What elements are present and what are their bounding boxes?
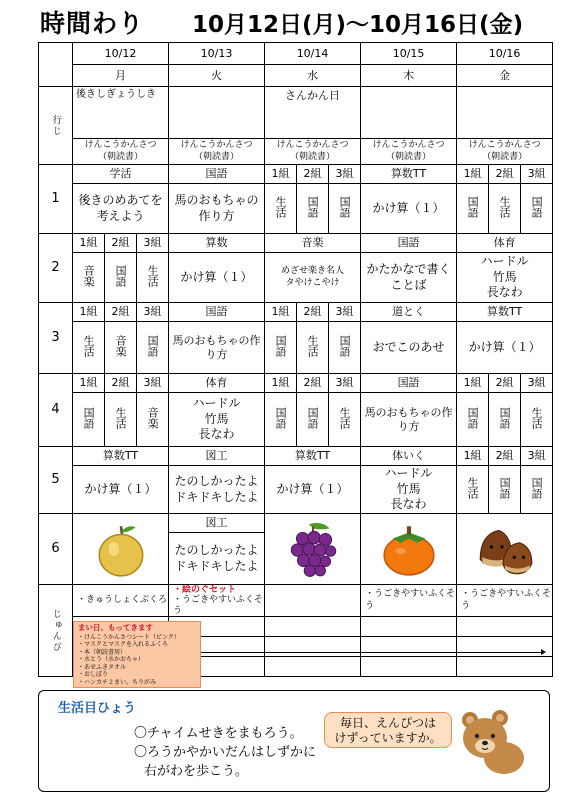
p6-tue-content: たのしかったよドキドキしたよ — [169, 533, 265, 585]
p3-tue-subject: 国語 — [169, 303, 265, 322]
p5-mon-subject: 算数TT — [73, 447, 169, 466]
p4-fri-c2: 国語 — [489, 393, 521, 447]
p3-wed-class1: 1組 — [265, 303, 297, 322]
prep-blank — [361, 637, 457, 657]
p5-fri-class1: 1組 — [457, 447, 489, 466]
goal-line-3: 右がわを歩こう。 — [144, 764, 249, 779]
goals-title: 生活目ひょう — [58, 701, 137, 716]
p4-fri-class3: 3組 — [521, 374, 553, 393]
p2-fri-subject: 体育 — [457, 234, 553, 253]
prep-label: じゅんび — [39, 585, 73, 677]
p6-mon-pear — [73, 514, 169, 585]
p5-tue-content: たのしかったよドキドキしたよ — [169, 466, 265, 514]
event-tue — [169, 87, 265, 139]
p1-wed-c2: 国語 — [297, 184, 329, 234]
p2-thu-content: かたかなで書くことば — [361, 253, 457, 303]
p3-mon-c1: 生活 — [73, 322, 105, 374]
goal-line-2: 〇ろうかやかいだんはしずかに — [134, 745, 317, 760]
p6-wed-grapes — [265, 514, 361, 585]
p2-tue-subject: 算数 — [169, 234, 265, 253]
p2-mon-class3: 3組 — [137, 234, 169, 253]
p1-fri-c3: 国語 — [521, 184, 553, 234]
p3-mon-class3: 3組 — [137, 303, 169, 322]
p6-thu-persimmon — [361, 514, 457, 585]
corner-cell — [39, 43, 73, 87]
p4-tue-content: ハードル 竹馬 長なわ — [169, 393, 265, 447]
prep-tue: ・絵のぐセット ・うごきやすいふくそう — [169, 585, 265, 617]
prep-blank — [361, 657, 457, 677]
speech-bubble — [324, 712, 452, 748]
prep-blank — [265, 617, 361, 637]
p2-mon-c2: 国語 — [105, 253, 137, 303]
health-tue: けんこうかんさつ （朝読書） — [169, 139, 265, 165]
p2-mon-class2: 2組 — [105, 234, 137, 253]
daily-item: ・本（朝読書用） — [78, 648, 127, 656]
p4-mon-class1: 1組 — [73, 374, 105, 393]
p3-mon-c3: 国語 — [137, 322, 169, 374]
prep-thu: ・うごきやすいふくそう — [361, 585, 457, 617]
p1-wed-c3: 国語 — [329, 184, 361, 234]
grapes-icon — [282, 518, 344, 580]
goal-line-1: 〇チャイムせきをまもろう。 — [134, 726, 303, 741]
prep-blank — [265, 657, 361, 677]
p3-wed-class3: 3組 — [329, 303, 361, 322]
event-mon: 後きしぎょうしき — [73, 87, 169, 139]
prep-blank — [457, 617, 553, 637]
p4-mon-class3: 3組 — [137, 374, 169, 393]
timetable — [38, 42, 553, 677]
p4-mon-c2: 生活 — [105, 393, 137, 447]
p2-tue-content: かけ算（１） — [169, 253, 265, 303]
p3-wed-class2: 2組 — [297, 303, 329, 322]
p5-fri-c1: 生活 — [457, 466, 489, 514]
daily-items-title: まい日、もってきます — [78, 623, 153, 632]
p5-tue-subject: 図工 — [169, 447, 265, 466]
p2-wed-content: めざせ楽き名人 タやけこやけ — [265, 253, 361, 303]
event-thu — [361, 87, 457, 139]
persimmon-icon — [378, 518, 440, 580]
p2-fri-content: ハードル 竹馬 長なわ — [457, 253, 553, 303]
weekday-fri: 金 — [457, 65, 553, 87]
p3-wed-c3: 国語 — [329, 322, 361, 374]
p6-fri-chestnut — [457, 514, 553, 585]
date-thu: 10/15 — [361, 43, 457, 65]
period-3: 3 — [39, 303, 73, 374]
date-mon: 10/12 — [73, 43, 169, 65]
p3-thu-subject: 道とく — [361, 303, 457, 322]
p5-fri-class2: 2組 — [489, 447, 521, 466]
events-label: 行じ — [39, 87, 73, 165]
p1-thu-subject: 算数TT — [361, 165, 457, 184]
p4-wed-c1: 国語 — [265, 393, 297, 447]
bear-icon — [456, 706, 528, 776]
health-fri: けんこうかんさつ （朝読書） — [457, 139, 553, 165]
p4-thu-subject: 国語 — [361, 374, 457, 393]
p4-mon-c3: 音楽 — [137, 393, 169, 447]
period-6: 6 — [39, 514, 73, 585]
health-wed: けんこうかんさつ （朝読書） — [265, 139, 361, 165]
p1-fri-class3: 3組 — [521, 165, 553, 184]
weekday-tue: 火 — [169, 65, 265, 87]
prep-blank — [265, 637, 361, 657]
daily-item: ・水とう（水かおちゃ） — [78, 656, 145, 663]
prep-blank — [457, 637, 553, 657]
bubble-line-1: 毎日、えんぴつは — [339, 716, 436, 730]
prep-wed — [265, 585, 361, 617]
p4-wed-c2: 国語 — [297, 393, 329, 447]
p5-wed-subject: 算数TT — [265, 447, 361, 466]
p3-fri-content: かけ算（１） — [457, 322, 553, 374]
p5-mon-content: かけ算（１） — [73, 466, 169, 514]
daily-item: ・おしぼり — [78, 671, 109, 678]
p4-mon-class2: 2組 — [105, 374, 137, 393]
period-2: 2 — [39, 234, 73, 303]
prep-mon: ・きゅうしょくぶくろ — [73, 585, 169, 617]
p3-mon-c2: 音楽 — [105, 322, 137, 374]
period-1: 1 — [39, 165, 73, 234]
p3-wed-c2: 生活 — [297, 322, 329, 374]
p3-mon-class1: 1組 — [73, 303, 105, 322]
p2-mon-c1: 音楽 — [73, 253, 105, 303]
daily-items-note — [73, 621, 201, 688]
date-tue: 10/13 — [169, 43, 265, 65]
period-4: 4 — [39, 374, 73, 447]
p1-fri-class1: 1組 — [457, 165, 489, 184]
p5-fri-class3: 3組 — [521, 447, 553, 466]
daily-item: ・ハンカチ２まい、ちりがみ — [78, 678, 157, 686]
p1-wed-class2: 2組 — [297, 165, 329, 184]
p5-thu-subject: 体いく — [361, 447, 457, 466]
p4-fri-c1: 国語 — [457, 393, 489, 447]
p4-thu-content: 馬のおもちゃの作り方 — [361, 393, 457, 447]
weekday-mon: 月 — [73, 65, 169, 87]
p1-fri-c1: 国語 — [457, 184, 489, 234]
p1-fri-class2: 2組 — [489, 165, 521, 184]
daily-item: ・けんこうかんさつシート（ピンク） — [78, 633, 180, 641]
date-wed: 10/14 — [265, 43, 361, 65]
p4-fri-c3: 生活 — [521, 393, 553, 447]
p3-thu-content: おでこのあせ — [361, 322, 457, 374]
health-mon: けんこうかんさつ （朝読書） — [73, 139, 169, 165]
p5-fri-c2: 国語 — [489, 466, 521, 514]
p3-tue-content: 馬のおもちゃの作り方 — [169, 322, 265, 374]
event-wed: さんかん日 — [265, 87, 361, 139]
p1-thu-content: かけ算（１） — [361, 184, 457, 234]
prep-blank — [457, 657, 553, 677]
p4-fri-class1: 1組 — [457, 374, 489, 393]
p4-wed-class1: 1組 — [265, 374, 297, 393]
weekday-wed: 水 — [265, 65, 361, 87]
p1-mon-content: 後きのめあてを考えよう — [73, 184, 169, 234]
prep-blank — [361, 617, 457, 637]
p1-fri-c2: 生活 — [489, 184, 521, 234]
p2-mon-class1: 1組 — [73, 234, 105, 253]
p4-tue-subject: 体育 — [169, 374, 265, 393]
p2-mon-c3: 生活 — [137, 253, 169, 303]
bubble-line-2: けずっていますか。 — [334, 731, 442, 745]
chestnut-icon — [474, 518, 536, 580]
p4-wed-class3: 3組 — [329, 374, 361, 393]
p4-wed-class2: 2組 — [297, 374, 329, 393]
prep-fri: ・うごきやすいふくそう — [457, 585, 553, 617]
p1-wed-class3: 3組 — [329, 165, 361, 184]
prep-arrow-line — [201, 652, 544, 653]
p5-wed-content: かけ算（１） — [265, 466, 361, 514]
page-title: 時間わり — [40, 9, 145, 38]
p5-fri-c3: 国語 — [521, 466, 553, 514]
p4-wed-c3: 生活 — [329, 393, 361, 447]
p5-thu-content: ハードル 竹馬 長なわ — [361, 466, 457, 514]
p2-thu-subject: 国語 — [361, 234, 457, 253]
p4-mon-c1: 国語 — [73, 393, 105, 447]
p2-wed-subject: 音楽 — [265, 234, 361, 253]
p3-fri-subject: 算数TT — [457, 303, 553, 322]
p3-wed-c1: 国語 — [265, 322, 297, 374]
p4-fri-class2: 2組 — [489, 374, 521, 393]
date-range: 10月12日(月)～10月16日(金) — [192, 12, 524, 38]
weekday-thu: 木 — [361, 65, 457, 87]
p3-mon-class2: 2組 — [105, 303, 137, 322]
prep-arrow-head — [541, 649, 546, 655]
p6-tue-subject: 図工 — [169, 514, 265, 533]
health-thu: けんこうかんさつ （朝読書） — [361, 139, 457, 165]
daily-item: ・マスクとマスクを入れるふくろ — [78, 641, 169, 648]
event-fri — [457, 87, 553, 139]
p1-tue-subject: 国語 — [169, 165, 265, 184]
p1-tue-content: 馬のおもちゃの作り方 — [169, 184, 265, 234]
date-fri: 10/16 — [457, 43, 553, 65]
p1-mon-subject: 学活 — [73, 165, 169, 184]
period-5: 5 — [39, 447, 73, 514]
daily-item: ・あせふきタオル — [78, 663, 127, 671]
p1-wed-class1: 1組 — [265, 165, 297, 184]
p1-wed-c1: 生活 — [265, 184, 297, 234]
pear-icon — [90, 518, 152, 580]
